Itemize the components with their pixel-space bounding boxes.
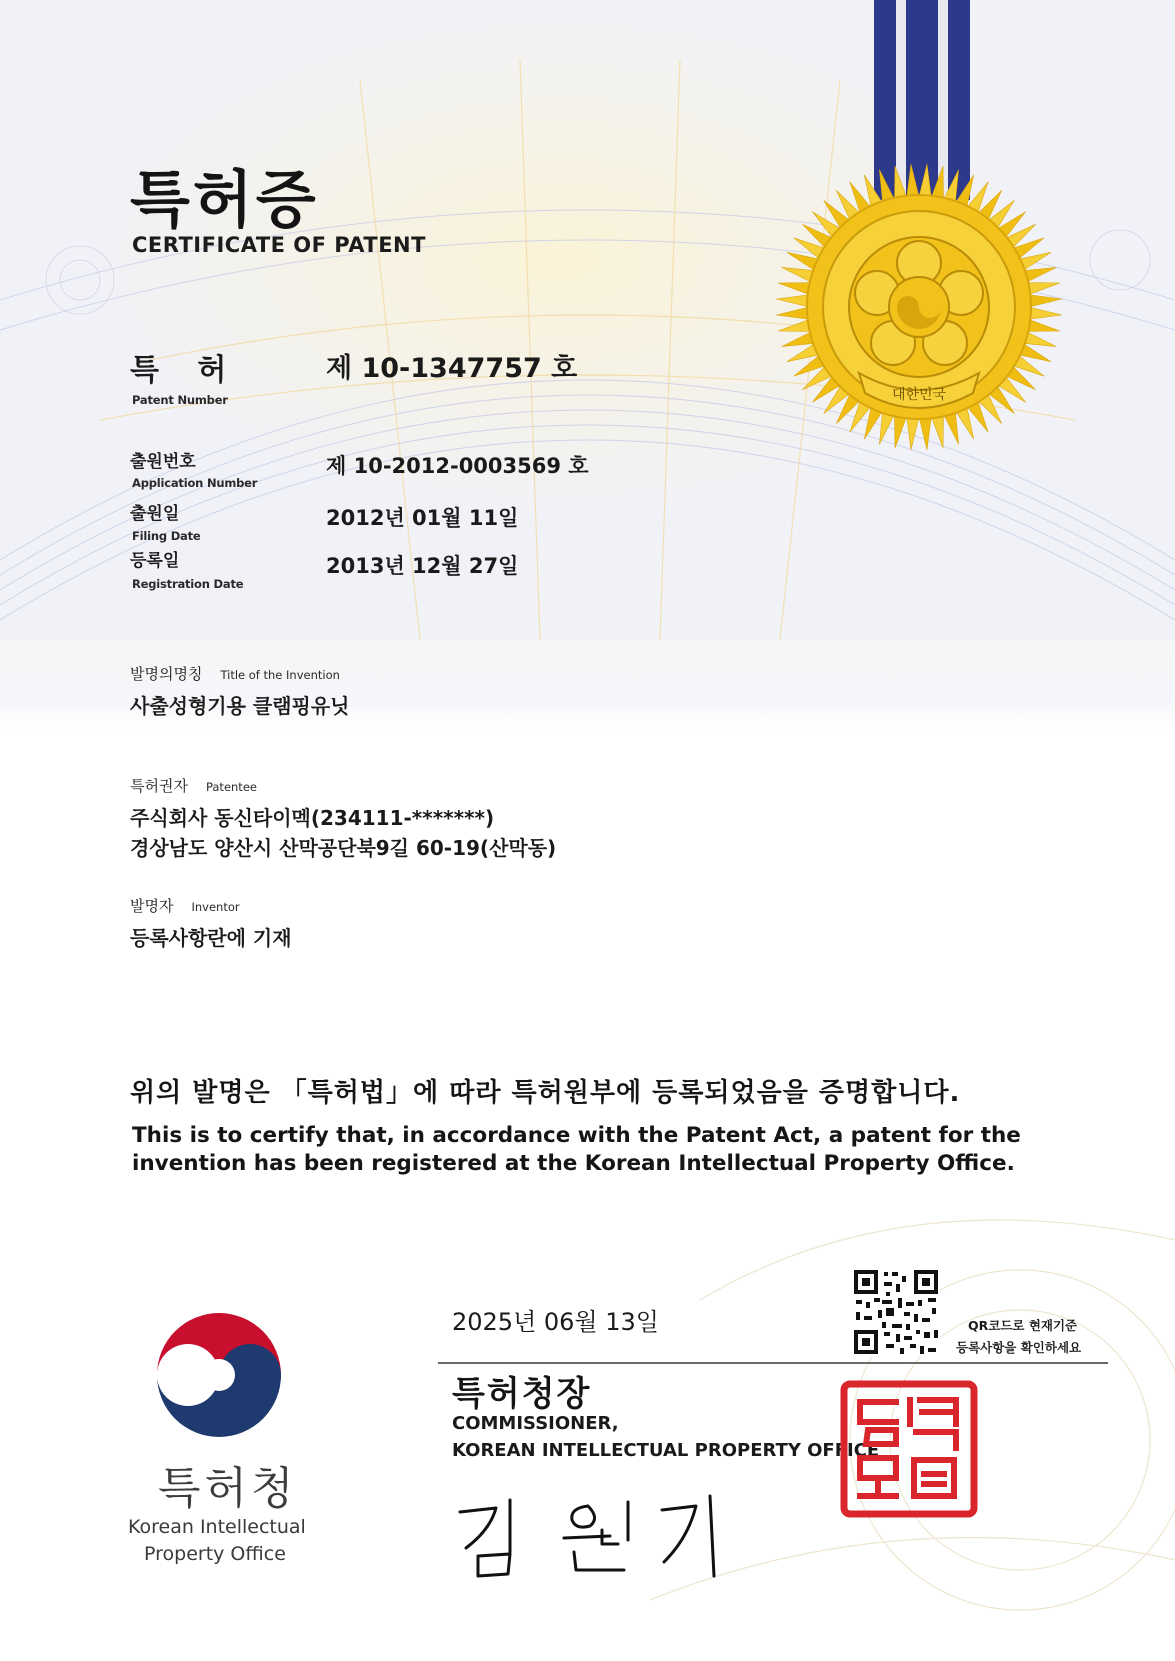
inventor-label-korean: 발명자 — [130, 897, 174, 915]
registration-label-english: Registration Date — [132, 577, 244, 591]
application-number-value: 제 10-2012-0003569 호 — [326, 454, 589, 478]
seal-ray — [778, 319, 812, 331]
commissioner-title-english-line2: KOREAN INTELLECTUAL PROPERTY OFFICE — [452, 1440, 880, 1461]
inventor-label-english: Inventor — [191, 900, 240, 914]
patent-label-english: Patent Number — [132, 393, 228, 407]
qr-code[interactable] — [852, 1268, 940, 1356]
inventor-value: 등록사항란에 기재 — [130, 926, 292, 950]
seal-ray — [931, 166, 943, 200]
qr-note-line1: QR코드로 현재기준 — [968, 1318, 1078, 1333]
invention-label-korean: 발명의명칭 — [130, 665, 203, 683]
seal-ray — [1028, 295, 1062, 307]
issue-date: 2025년 06월 13일 — [452, 1308, 659, 1336]
seal-ray — [1028, 307, 1062, 319]
office-name-english-line1: Korean Intellectual — [128, 1516, 306, 1538]
patentee-label-korean: 특허권자 — [130, 777, 188, 795]
seal-ray — [919, 164, 931, 198]
application-label-korean: 출원번호 — [130, 452, 196, 472]
seal-ray — [776, 307, 810, 319]
signature-divider — [438, 1362, 1108, 1364]
seal-ray — [895, 414, 907, 448]
commissioner-title-english-line1: COMMISSIONER, — [452, 1413, 619, 1434]
patent-number-value: 제 10-1347757 호 — [326, 353, 578, 384]
certificate-title-korean: 특허증 — [130, 163, 319, 236]
invention-label-row — [130, 663, 340, 684]
inventor-label-row — [130, 895, 240, 916]
application-label-english: Application Number — [132, 476, 258, 490]
certification-statement-korean: 위의 발명은 「특허법」에 따라 특허원부에 등록되었음을 증명합니다. — [130, 1078, 961, 1108]
official-red-stamp — [838, 1378, 980, 1520]
seal-ray — [931, 414, 943, 448]
national-emblem-seal — [772, 160, 1066, 454]
patent-label-korean: 특 허 — [130, 353, 241, 388]
patentee-address-value: 경상남도 양산시 산막공단북9길 60-19(산막동) — [130, 836, 557, 860]
seal-ray — [919, 416, 931, 450]
kipo-taegeuk-logo — [150, 1306, 288, 1444]
office-name-korean: 특허청 — [158, 1463, 298, 1514]
seal-ray — [1026, 283, 1060, 295]
seal-ray — [907, 164, 919, 198]
emblem-ribbon-text: 대한민국 — [891, 387, 947, 403]
filing-label-english: Filing Date — [132, 529, 201, 543]
registration-label-korean: 등록일 — [130, 551, 180, 571]
office-name-english-line2: Property Office — [144, 1543, 286, 1565]
seal-ray — [776, 295, 810, 307]
seal-ray — [1026, 319, 1060, 331]
patentee-name-value: 주식회사 동신타이멕(234111-*******) — [130, 806, 495, 830]
filing-label-korean: 출원일 — [130, 504, 180, 524]
seal-ray — [907, 416, 919, 450]
registration-date-value: 2013년 12월 27일 — [326, 554, 519, 578]
certification-statement-english: This is to certify that, in accordance with the Patent Act, a patent for the invention has been registered at the Korean Intellectual Property Office. — [132, 1123, 1021, 1176]
patentee-label-english: Patentee — [205, 780, 257, 794]
patentee-label-row — [130, 775, 257, 796]
filing-date-value: 2012년 01월 11일 — [326, 506, 519, 530]
seal-ray — [895, 166, 907, 200]
commissioner-signature — [452, 1490, 742, 1580]
seal-ray — [778, 283, 812, 295]
certificate-title-english: CERTIFICATE OF PATENT — [132, 233, 426, 257]
commissioner-title-korean: 특허청장 — [452, 1374, 592, 1414]
qr-note-line2: 등록사항을 확인하세요 — [956, 1340, 1082, 1355]
invention-title-value: 사출성형기용 클램핑유닛 — [130, 694, 350, 718]
invention-label-english: Title of the Invention — [220, 668, 340, 682]
